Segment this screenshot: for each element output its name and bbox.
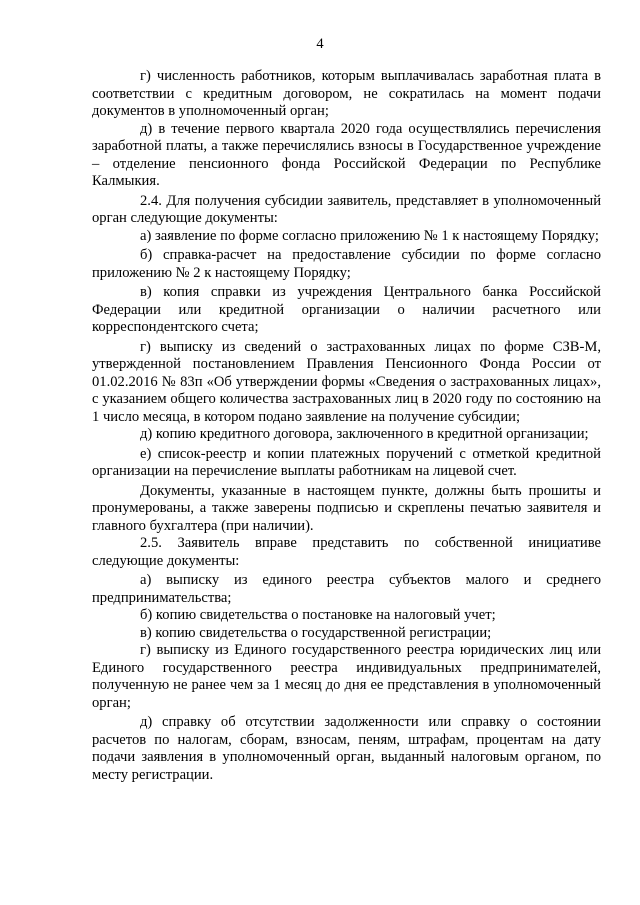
paragraph-2-5-a: а) выписку из единого реестра субъектов малого и среднего предпринимательства; bbox=[92, 572, 601, 606]
paragraph-2-4-a: а) заявление по форме согласно приложению № 1 к настоящему Порядку; bbox=[140, 227, 599, 244]
paragraph-2-4-g: г) выписку из сведений о застрахованных лицах по форме СЗВ-М, утвержденной постановлением Правления Пенсионного Фонда России от 01.02.2016 № 83п «Об утверждении формы «Сведения о застрахованных лицах», с указанием общего количества застрахованных лиц в 2020 году по состоянию на 1 число месяца, в котором подано заявление на получение субсидии; bbox=[92, 338, 601, 425]
paragraph-2-5: 2.5. Заявитель вправе представить по собственной инициативе следующие документы: bbox=[92, 535, 601, 569]
paragraph-2-4-b: б) справка-расчет на предоставление субсидии по форме согласно приложению № 2 к настоящему Порядку; bbox=[92, 247, 601, 281]
paragraph-2-4-e: е) список-реестр и копии платежных поручений с отметкой кредитной организации на перечисление выплаты работникам на лицевой счет. bbox=[92, 445, 601, 479]
paragraph-g-employees: г) численность работников, которым выплачивалась заработная плата в соответствии с кредитным договором, не сократилась на момент подачи документов в уполномоченный орган; bbox=[92, 68, 601, 119]
paragraph-2-4-v: в) копия справки из учреждения Центрального банка Российской Федерации или кредитной организации о наличии расчетного или корреспондентского счета; bbox=[92, 284, 601, 335]
paragraph-d-first-quarter: д) в течение первого квартала 2020 года осуществлялись перечисления заработной платы, а также перечислялись взносы в Государственное учреждение – отделение пенсионного фонда Российской Федерации по Республике Калмыкия. bbox=[92, 120, 601, 189]
paragraph-2-5-d: д) справку об отсутствии задолженности или справку о состоянии расчетов по налогам, сборам, взносам, пеням, штрафам, процентам на дату подачи заявления в уполномоченный орган, выданный налоговым органом, по месту регистрации. bbox=[92, 714, 601, 783]
document-body bbox=[92, 68, 601, 784]
page-number: 4 bbox=[316, 36, 324, 52]
paragraph-2-4: 2.4. Для получения субсидии заявитель, представляет в уполномоченный орган следующие документы: bbox=[92, 192, 601, 226]
paragraph-2-5-g: г) выписку из Единого государственного реестра юридических лиц или Единого государственного реестра индивидуальных предпринимателей, полученную не ранее чем за 1 месяц до дня ее представления в уполномоченный орган; bbox=[92, 642, 601, 711]
paragraph-2-5-v: в) копию свидетельства о государственной регистрации; bbox=[140, 624, 492, 641]
paragraph-2-4-d: д) копию кредитного договора, заключенного в кредитной организации; bbox=[140, 426, 589, 442]
paragraph-2-5-b: б) копию свидетельства о постановке на налоговый учет; bbox=[140, 607, 496, 623]
paragraph-documents-note: Документы, указанные в настоящем пункте, должны быть прошиты и пронумерованы, а также заверены подписью и скреплены печатью заявителя и главного бухгалтера (при наличии). bbox=[92, 482, 601, 534]
